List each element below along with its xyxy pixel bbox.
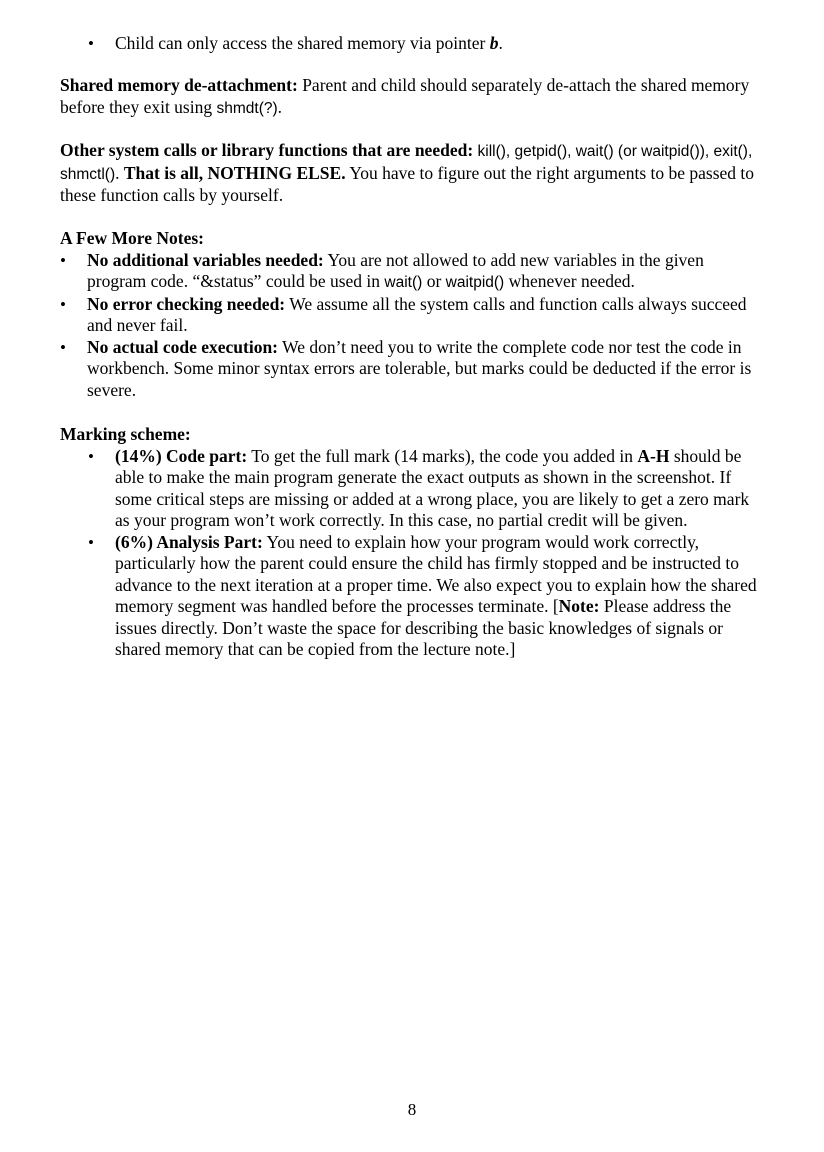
top-bullet-text: Child can only access the shared memory via pointer [115, 33, 490, 53]
top-bullet-end: . [498, 33, 503, 53]
note-2-bold: No error checking needed: [87, 293, 286, 314]
marking-2-note-label: Note: [558, 596, 600, 616]
pointer-name: b [489, 33, 499, 53]
marking-2-bold: (6%) Analysis Part: [115, 531, 263, 552]
bullet-icon: • [88, 532, 94, 552]
other-calls-text: You have to figure out the right arguments to be passed to these function calls by yourself. [60, 162, 755, 205]
notes-list [60, 250, 760, 402]
detach-code: shmdt(?) [216, 99, 278, 117]
other-calls-paragraph [60, 140, 760, 207]
note-2-text: We assume all the system calls and function calls always succeed and never fail. [87, 293, 747, 335]
marking-1-bold-b: A-H [637, 445, 670, 466]
marking-list [88, 446, 760, 661]
other-calls-heading: Other system calls or library functions that are needed: [60, 140, 474, 160]
marking-2-note-open: [ [552, 596, 559, 616]
note-1-code-a: wait() [384, 274, 423, 291]
detach-paragraph [60, 75, 760, 119]
marking-2-text-a: You need to explain how your program would work correctly, particularly how the parent could ensure the child has firmly stopped and be instructed to advance to the next iteration at a proper time. We also expect you to explain how the shared memory segment was handled before the processes terminate. [115, 531, 757, 616]
bullet-icon: • [60, 250, 66, 270]
other-calls-code: kill(), getpid(), wait() (or waitpid()), exit(), shmctl() [60, 143, 753, 183]
page-number: 8 [407, 1100, 417, 1119]
marking-2-note-text: Please address the issues directly. Don’t waste the space for describing the basic knowledges of signals or shared memory that can be copied from the lecture note.] [115, 596, 732, 659]
marking-1-text-b: should be able to make the main program generate the exact outputs as shown in the screenshot. If some critical steps are missing or added at a wrong place, you are likely to get a zero mark as your program won’t work correctly. In this case, no partial credit will be given. [115, 445, 750, 530]
other-calls-end: . [115, 162, 120, 183]
bullet-icon: • [88, 34, 94, 53]
list-item [88, 532, 760, 661]
detach-heading: Shared memory de-attachment: [60, 75, 298, 95]
note-3-text: We don’t need you to write the complete code nor test the code in workbench. Some minor syntax errors are tolerable, but marks could be deducted if the error is severe. [87, 336, 752, 400]
note-3-bold: No actual code execution: [87, 336, 279, 357]
list-item [60, 337, 760, 402]
detach-end: . [277, 96, 283, 117]
list-item [88, 446, 760, 532]
bullet-icon: • [88, 446, 94, 466]
marking-1-bold: (14%) Code part: [115, 445, 248, 466]
note-1-code-b: waitpid() [445, 274, 505, 291]
other-calls-emphasis: That is all, NOTHING ELSE. [123, 162, 346, 183]
bullet-icon: • [60, 337, 66, 357]
list-item [60, 250, 760, 294]
marking-heading: Marking scheme: [60, 424, 191, 444]
note-1-text-c: whenever needed. [504, 271, 635, 291]
marking-1-text-a: To get the full mark (14 marks), the code you added in [247, 445, 638, 466]
note-1-text-a: You are not allowed to add new variables in the given program code. “&status” could be used in [87, 249, 704, 291]
bullet-icon: • [60, 294, 66, 314]
marking-section [60, 424, 760, 661]
note-1-bold: No additional variables needed: [87, 249, 324, 270]
note-1-text-b: or [422, 271, 446, 291]
notes-heading: A Few More Notes: [60, 228, 204, 248]
notes-section [60, 228, 760, 401]
list-item [60, 294, 760, 337]
top-bullet [88, 33, 788, 55]
detach-text: Parent and child should separately de-attach the shared memory before they exit using [60, 75, 750, 117]
